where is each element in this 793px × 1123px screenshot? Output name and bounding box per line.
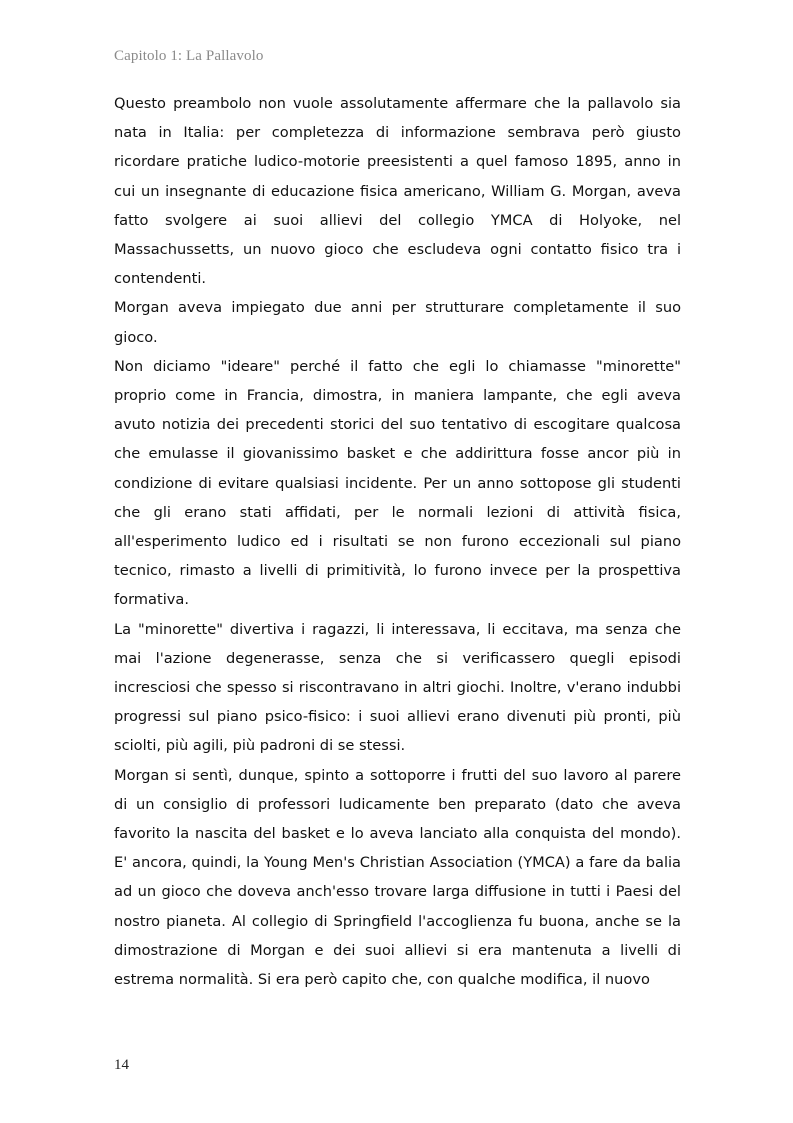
running-header: Capitolo 1: La Pallavolo bbox=[114, 48, 264, 64]
page-number: 14 bbox=[114, 1057, 129, 1073]
paragraph: La "minorette" divertiva i ragazzi, li interessava, li eccitava, ma senza che mai l'azione degenerasse, senza che si verificassero quegli episodi incresciosi che spesso si riscontravano in altri giochi. Inoltre, v'erano indubbi progressi sul piano psico-fisico: i suoi allievi erano divenuti più pronti, più sciolti, più agili, più padroni di se stessi. bbox=[114, 620, 681, 755]
body-text bbox=[114, 89, 681, 994]
paragraph: Questo preambolo non vuole assolutamente affermare che la pallavolo sia nata in Italia: per completezza di informazione sembrava però giusto ricordare pratiche ludico-motorie preesistenti a quel famoso 1895, anno in cui un insegnante di educazione fisica americano, William G. Morgan, aveva fatto svolgere ai suoi allievi del collegio YMCA di Holyoke, nel Massachussetts, un nuovo gioco che escludeva ogni contatto fisico tra i contendenti. bbox=[114, 95, 681, 288]
paragraph: Morgan si sentì, dunque, spinto a sottoporre i frutti del suo lavoro al parere di un consiglio di professori ludicamente ben preparato (dato che aveva favorito la nascita del basket e lo aveva lanciato alla conquista del mondo). E' ancora, quindi, la Young Men's Christian Association (YMCA) a fare da balia ad un gioco che doveva anch'esso trovare larga diffusione in tutti i Paesi del nostro pianeta. Al collegio di Springfield l'accoglienza fu buona, anche se la dimostrazione di Morgan e dei suoi allievi si era mantenuta a livelli di estrema normalità. Si era però capito che, con qualche modifica, il nuovo bbox=[114, 766, 681, 989]
paragraph: Morgan aveva impiegato due anni per strutturare completamente il suo gioco. bbox=[114, 299, 681, 346]
paragraph: Non diciamo "ideare" perché il fatto che egli lo chiamasse "minorette" proprio come in Francia, dimostra, in maniera lampante, che egli aveva avuto notizia dei precedenti storici del suo tentativo di escogitare qualcosa che emulasse il giovanissimo basket e che addirittura fosse ancor più in condizione di evitare qualsiasi incidente. Per un anno sottopose gli studenti che gli erano stati affidati, per le normali lezioni di attività fisica, all'esperimento ludico ed i risultati se non furono eccezionali sul piano tecnico, rimasto a livelli di primitività, lo furono invece per la prospettiva formativa. bbox=[114, 357, 681, 609]
